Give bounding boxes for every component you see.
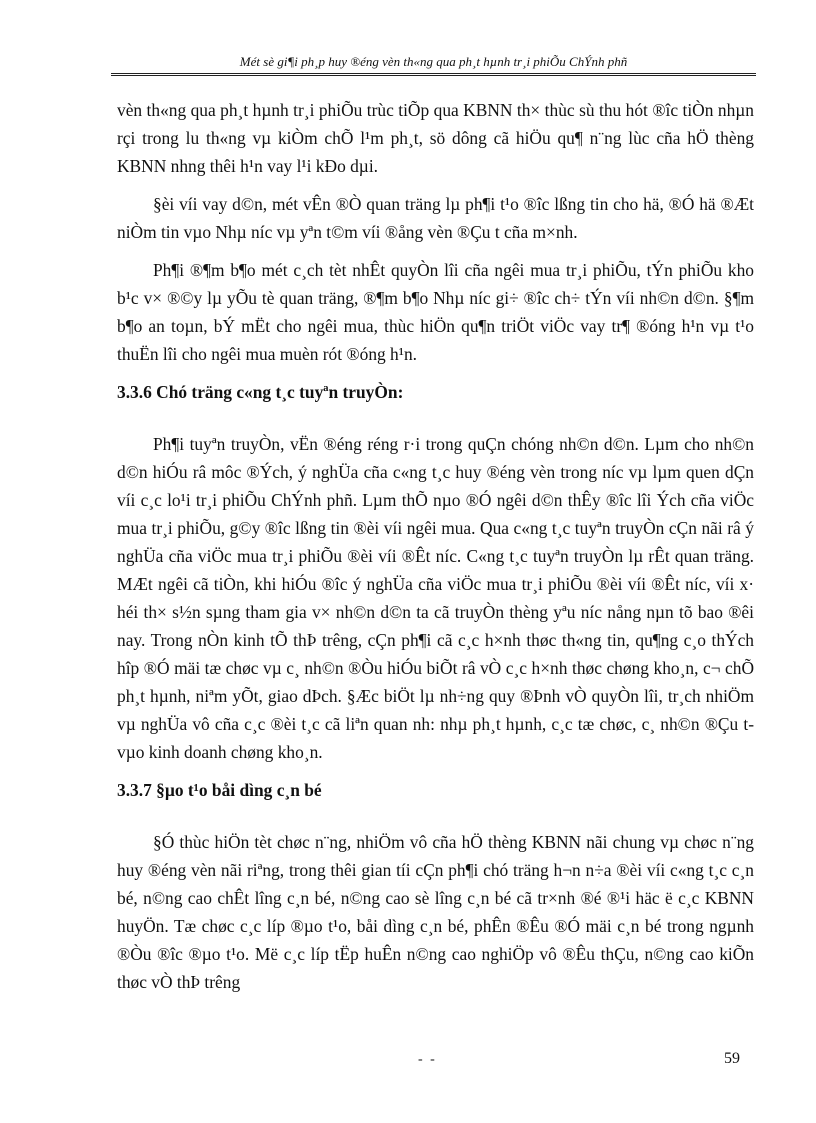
paragraph-propaganda	[117, 430, 754, 766]
paragraph-text: Ph¶i tuyªn truyÒn, vËn ®éng réng r·i trong quÇn chóng nh©n d©n. Lµm cho nh©n d©n hiÓu râ môc ®Ých, ý nghÜa cña c«ng t¸c huy ®éng vèn trong níc vµ lµm quen dÇn víi c¸c lo¹i tr¸i phiÕu ChÝnh phñ. Lµm thÕ nµo ®Ó ngêi d©n thÊy ®îc lîi Ých cña viÖc mua tr¸i phiÕu, g©y ®îc lßng tin ®èi víi ngêi mua. Qua c«ng t¸c tuyªn truyÒn cÇn nãi râ ý nghÜa cña viÖc mua tr¸i phiÕu ®èi víi ®Êt níc. C«ng t¸c tuyªn truyÒn lµ rÊt quan träng. MÆt ngêi cã tiÒn, khi hiÓu ®îc ý nghÜa cña viÖc mua tr¸i phiÕu ®èi víi ®Êt níc, víi x· héi th× s½n sµng tham gia v× nh©n d©n ta cã truyÒn thèng yªu níc nång nµn tõ bao ®êi nay. Trong nÒn kinh tÕ thÞ trêng, cÇn ph¶i cã c¸c h×nh thøc th«ng tin, qu¶ng c¸o thÝch hîp ®Ó mäi tæ chøc vµ c¸ nh©n ®Òu hiÓu biÕt râ vÒ c¸c h×nh thøc chøng kho¸n, c¬ chÕ ph¸t hµnh, niªm yÕt, giao dÞch. §Æc biÖt lµ nh÷ng quy ®Þnh vÒ quyÒn lîi, tr¸ch nhiÖm vµ nghÜa vô cña c¸c ®èi t¸c cã liªn quan nh: nhµ ph¸t hµnh, c¸c tæ chøc, c¸ nh©n ®Çu t vµo kinh doanh chøng kho¸n.	[117, 434, 754, 762]
section-heading-3-3-7: 3.3.7 §µo t¹o båi dìng c¸n bé	[117, 780, 322, 800]
paragraph-text: Ph¶i ®¶m b¶o mét c¸ch tèt nhÊt quyÒn lîi cña ngêi mua tr¸i phiÕu, tÝn phiÕu kho b¹c v× ®©y lµ yÕu tè quan träng, ®¶m b¶o Nhµ níc gi÷ ®îc ch÷ tÝn víi nh©n d©n. §¶m b¶o an toµn, bÝ mËt cho ngêi mua, thùc hiÖn qu¶n triÖt viÖc vay tr¶ ®óng h¹n vµ t¹o thuËn lîi cho ngêi mua muèn rót ®óng h¹n.	[117, 260, 754, 364]
footer-dashes: - -	[418, 1052, 437, 1067]
paragraph-continuation	[117, 96, 754, 180]
paragraph-buyer-rights	[117, 256, 754, 368]
page-number: 59	[724, 1050, 740, 1067]
page-body	[117, 96, 754, 1006]
page-footer	[0, 1046, 816, 1076]
header-title: Mét sè gi¶i ph¸p huy ®éng vèn th«ng qua ph¸t hµnh tr¸i phiÕu ChÝnh phñ	[239, 54, 628, 69]
paragraph-text: vèn th«ng qua ph¸t hµnh tr¸i phiÕu trùc tiÕp qua KBNN th× thùc sù thu hót ®îc tiÒn nhµn rçi trong lu th«ng vµ kiÒm chÕ l¹m ph¸t, sö dông cã hiÖu qu¶ n¨ng lùc cña hÖ thèng KBNN nhng thêi h¹n vay l¹i kÐo dµi.	[117, 100, 754, 176]
paragraph-staff-training	[117, 828, 754, 996]
section-heading-3-3-6: 3.3.6 Chó träng c«ng t¸c tuyªn truyÒn:	[117, 382, 404, 402]
paragraph-text: §Ó thùc hiÖn tèt chøc n¨ng, nhiÖm vô cña hÖ thèng KBNN nãi chung vµ chøc n¨ng huy ®éng vèn nãi riªng, trong thêi gian tíi cÇn ph¶i chó träng h¬n n÷a ®èi víi c«ng t¸c c¸n bé, n©ng cao chÊt lîng c¸n bé, n©ng cao sè lîng c¸n bé cã tr×nh ®é ®¹i häc ë c¸c KBNN huyÖn. Tæ chøc c¸c líp ®µo t¹o, båi dìng c¸n bé, phÊn ®Êu ®Ó mäi c¸n bé trong ngµnh ®Òu ®îc ®µo t¹o. Më c¸c líp tËp huÊn n©ng cao nghiÖp vô ®Êu thÇu, n©ng cao kiÕn thøc vÒ thÞ trêng	[117, 832, 754, 992]
paragraph-loan-trust	[117, 190, 754, 246]
paragraph-text: §èi víi vay d©n, mét vÊn ®Ò quan träng lµ ph¶i t¹o ®îc lßng tin cho hä, ®Ó hä ®Æt niÒm tin vµo Nhµ níc vµ yªn t©m víi ®ång vèn ®Çu t cña m×nh.	[117, 194, 754, 242]
page-header	[111, 52, 756, 76]
